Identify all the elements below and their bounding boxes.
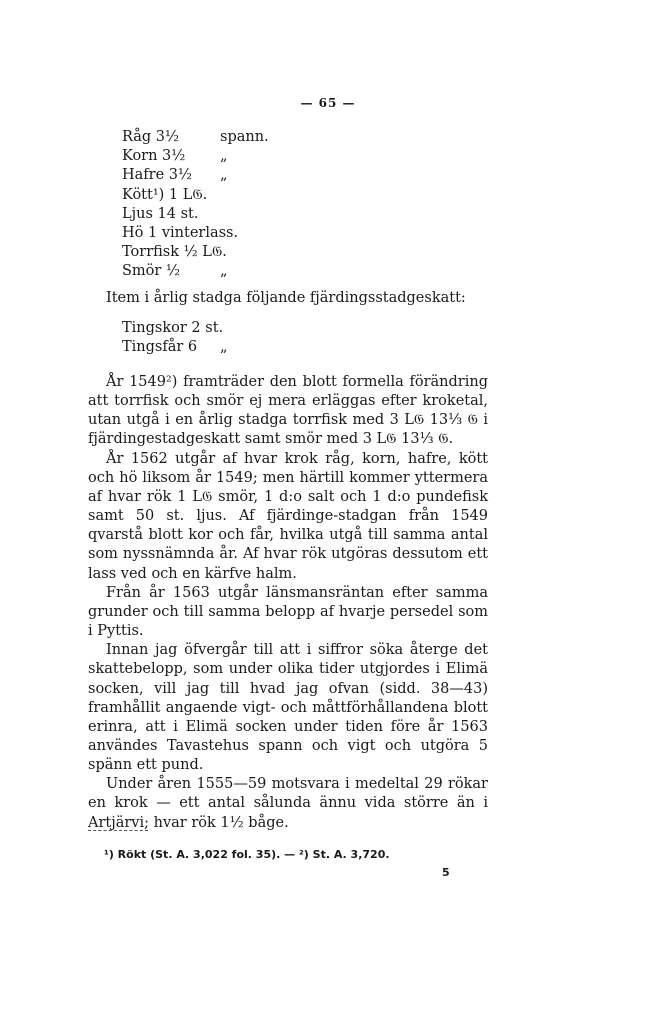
paragraph: År 1549²) framträder den blott formella förändring att torrfisk och smör ej mera erläggas efter kroketal, utan utgå i en årlig stadga torrfisk med 3 L𝔊 13⅓ 𝔊 i fjärdingestadgeskatt samt smör med 3 L𝔊 13⅓ 𝔊. xyxy=(88,374,488,448)
footnote-divider xyxy=(88,830,148,831)
list-item xyxy=(122,262,269,281)
page-number: — 65 — xyxy=(300,96,356,110)
list-item-text: Korn 3½ xyxy=(122,148,186,165)
paragraph: Från år 1563 utgår länsmansräntan efter samma grunder och till samma belopp af hvarje persedel som i Pyttis. xyxy=(88,584,488,640)
list-item-text: Råg 3½ xyxy=(122,129,180,145)
stadga-items-list xyxy=(122,319,228,357)
list-item xyxy=(122,243,269,262)
list-item-text: Hö 1 vinterlass. xyxy=(122,225,239,242)
intro-line: Item i årlig stadga följande fjärdingsstadgeskatt: xyxy=(106,290,466,306)
signature-mark: 5 xyxy=(442,866,450,879)
list-item-unit: „ xyxy=(220,339,228,356)
paragraph: Innan jag öfvergår till att i siffror söka återge det skattebelopp, som under olika tider utgjordes i Elimä socken, vill jag till hvad jag ofvan (sidd. 38—43) framhållit angaende vigt- och måttförhållandena blott erinra, att i Elimä socken under tiden före år 1563 användes Tavastehus spann och vigt och utgöra 5 spänn ett pund. xyxy=(88,642,488,774)
list-item-unit: „ xyxy=(220,167,228,184)
list-item-text: Hafre 3½ xyxy=(122,167,193,184)
list-item-unit: „ xyxy=(220,148,228,165)
list-item-text: Tingskor 2 st. xyxy=(122,320,224,336)
paragraph: Under åren 1555—59 motsvara i medeltal 29 rökar en krok — ett antal sålunda ännu vida större än i Artjärvi; hvar rök 1½ båge. xyxy=(88,776,488,831)
list-item xyxy=(122,128,269,147)
list-item xyxy=(122,147,269,166)
footnote: ¹) Rökt (St. A. 3,022 fol. 35). — ²) St. A. 3,720. xyxy=(104,848,390,861)
list-item-text: Kött¹) 1 L𝔊. xyxy=(122,186,208,203)
list-item-unit: spann. xyxy=(220,129,269,145)
body-text xyxy=(88,373,488,833)
list-item xyxy=(122,186,269,205)
list-item xyxy=(122,224,269,243)
list-item-text: Smör ½ xyxy=(122,263,181,280)
list-item xyxy=(122,205,269,224)
list-item-text: Tingsfår 6 xyxy=(122,339,198,356)
paragraph: År 1562 utgår af hvar krok råg, korn, hafre, kött och hö liksom år 1549; men härtill kommer yttermera af hvar rök 1 L𝔊 smör, 1 d:o salt och 1 d:o pundefisk samt 50 st. ljus. Af fjärdinge-stadgan från 1549 qvarstå blott kor och får, hvilka utgå till samma antal som nyssnämnda år. Af hvar rök utgöras dessutom ett lass ved och en kärfve halm. xyxy=(88,450,488,582)
list-item xyxy=(122,338,228,357)
list-item xyxy=(122,319,228,338)
list-item xyxy=(122,166,269,185)
list-item-unit: „ xyxy=(220,263,228,280)
list-item-text: Torrfisk ½ L𝔊. xyxy=(122,244,227,261)
tax-items-list xyxy=(122,128,269,282)
list-item-text: Ljus 14 st. xyxy=(122,205,199,222)
